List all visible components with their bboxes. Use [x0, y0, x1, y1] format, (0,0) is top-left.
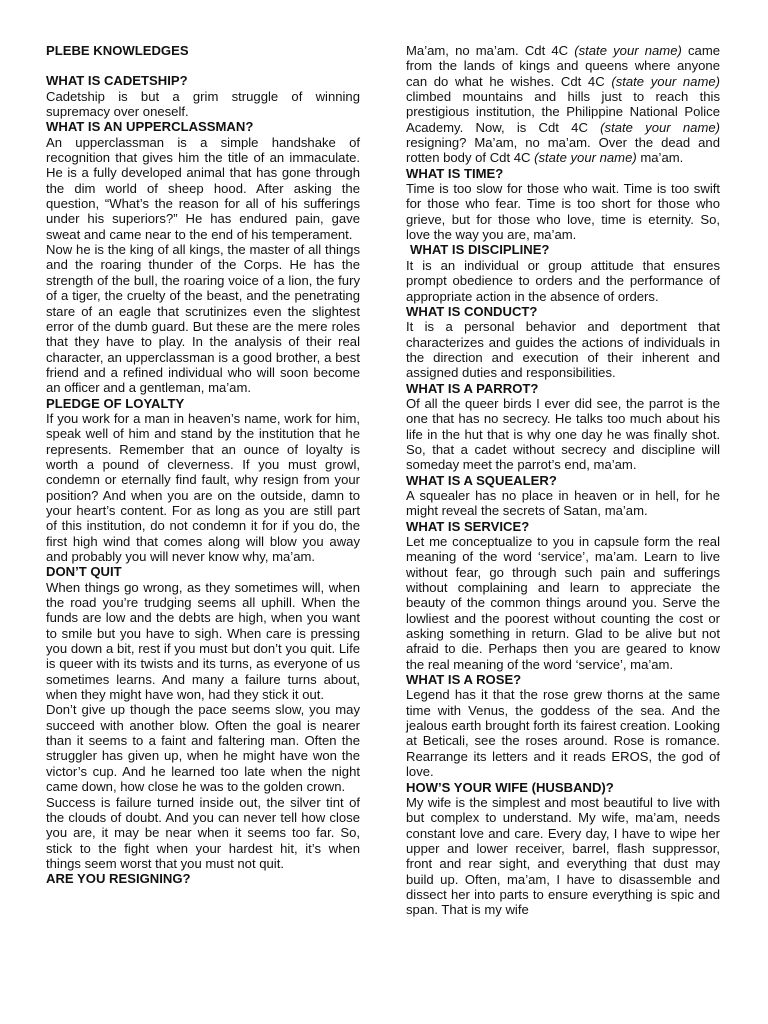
paragraph-hows-your-wife: My wife is the simplest and most beautiful to live with but complex to understand. My wife, ma’am, needs constant love and care. Every day, I have to wipe her upper and lower receiver, barrel, flash suppressor, front and rear sight, and everything that dust may build up. Often, ma’am, I have to disassemble and dissect her into parts to ensure everything is spic and span. That is my wife: [406, 794, 720, 918]
resigning-text-2: came from the lands of kings and queens where anyone can do what he wishes. Cdt 4C: [406, 43, 721, 89]
paragraph-dont-quit-1: When things go wrong, as they sometimes will, when the road you’re trudging seems all uphill. When the funds are low and the debts are high, when you want to smile but you have to sigh. When care is pressing you down a bit, rest if you must but don’t you quit. Life is queer with its twists and its turns, as everyone of us sometimes learns. And many a failure turns about, when they might have won, had they stick it out.: [46, 579, 360, 703]
paragraph-what-is-a-parrot: Of all the queer birds I ever did see, the parrot is the one that has no secrecy. He talks too much about his life in the hut that is why one day he was finally shot. So, that a cadet without secrecy and discipline will someday meet the parrot’s end, ma’am.: [406, 395, 720, 473]
paragraph-what-is-service: Let me conceptualize to you in capsule form the real meaning of the word ‘service’, ma’am. Learn to live without fear, go through such pain and sufferings without complaining and learn to appreciate the beauty of the common things around you. Serve the lowliest and the poorest without counting the cost or asking something in return. Glad to be alive but not afraid to die. Perhaps then you are geared to know the real meaning of the word ‘service’, ma’am.: [406, 534, 720, 672]
heading-hows-your-wife: HOW’S YOUR WIFE (HUSBAND)?: [406, 779, 614, 795]
paragraph-what-is-a-squealer: A squealer has no place in heaven or in hell, for he might reveal the secrets of Satan, ma’am.: [406, 487, 720, 519]
heading-what-is-conduct: WHAT IS CONDUCT?: [406, 303, 538, 319]
heading-dont-quit: DON’T QUIT: [46, 564, 122, 580]
heading-upperclassman: WHAT IS AN UPPERCLASSMAN?: [46, 119, 254, 135]
heading-what-is-a-rose: WHAT IS A ROSE?: [406, 672, 522, 688]
heading-pledge-of-loyalty: PLEDGE OF LOYALTY: [46, 395, 185, 411]
paragraph-dont-quit-2: Don’t give up though the pace seems slow, you may succeed with another blow. Often the goal is nearer than it seems to a faint and faltering man. Often the struggler has given up, when he might have won the victor’s cup. And he learned too late when the night came down, how close he was to the golden crown.: [46, 702, 360, 795]
right-column: [406, 43, 720, 918]
heading-what-is-service: WHAT IS SERVICE?: [406, 518, 530, 534]
heading-what-is-a-parrot: WHAT IS A PARROT?: [406, 380, 539, 396]
state-your-name-1: (state your name): [574, 43, 682, 58]
paragraph-what-is-discipline: It is an individual or group attitude that ensures prompt obedience to orders and the performance of appropriate action in the absence of orders.: [406, 257, 720, 304]
paragraph-are-you-resigning: [406, 43, 720, 166]
paragraph-pledge-of-loyalty: If you work for a man in heaven’s name, work for him, speak well of him and stand by the institution that he represents. Remember that an ounce of loyalty is worth a pound of cleverness. If you must growl, condemn or eternally find fault, why resign from your position? And when you are on the outside, damn to your heart’s content. For as long as you are still part of this institution, do not condemn it for if you do, the first high wind that comes along will blow you away and probably you will never know why, ma’am.: [46, 410, 360, 564]
title-spacer: [46, 58, 360, 73]
heading-cadetship: WHAT IS CADETSHIP?: [46, 73, 188, 89]
paragraph-what-is-a-rose: Legend has it that the rose grew thorns at the same time with Venus, the goddess of the sea. And the jealous earth brought forth its fairest creation. Looking at Beticali, see the roses around. Rose is romance. Rearrange its letters and it reads EROS, the god of love.: [406, 687, 720, 780]
paragraph-dont-quit-3: Success is failure turned inside out, the silver tint of the clouds of doubt. And you can never tell how close you are, it may be near when it seems too far. So, stick to the fight when your hardest hit, it’s when things seem worst that you must not quit.: [46, 794, 360, 871]
heading-are-you-resigning: ARE YOU RESIGNING?: [46, 871, 191, 887]
document-title: PLEBE KNOWLEDGES: [46, 43, 189, 58]
heading-what-is-discipline: WHAT IS DISCIPLINE?: [410, 242, 550, 258]
resigning-text-4: resigning? Ma’am, no ma’am. Over the dead and rotten body of Cdt 4C: [406, 135, 720, 166]
state-your-name-3: (state your name): [600, 119, 720, 135]
resigning-text-3: climbed mountains and hills just to reach this prestigious institution, the Philippine National Police Academy. Now, is Cdt 4C: [406, 89, 720, 135]
paragraph-upperclassman-1: An upperclassman is a simple handshake of recognition that gives him the title of an immaculate. He is a fully developed animal that has gone through the dim world of sheep hood. After asking the question, “What’s the reason for all of his sufferings under his superiors?” He has endured pain, gave sweat and came near to the end of his temperament.: [46, 134, 360, 242]
heading-what-is-a-squealer: WHAT IS A SQUEALER?: [406, 472, 557, 488]
resigning-text-1: Ma’am, no ma’am. Cdt 4C: [406, 43, 575, 58]
state-your-name-2: (state your name): [611, 73, 721, 89]
paragraph-what-is-conduct: It is a personal behavior and deportment that characterizes and guides the actions of individuals in the direction and execution of their inherent and assigned duties and responsibilities.: [406, 319, 720, 381]
state-your-name-4: (state your name): [534, 150, 637, 166]
paragraph-cadetship: Cadetship is but a grim struggle of winning supremacy over oneself.: [46, 88, 360, 120]
left-column: [46, 43, 360, 887]
paragraph-what-is-time: Time is too slow for those who wait. Time is too swift for those who fear. Time is too short for those who grieve, but for those who love, time is eternity. So, love the way you are, ma’am.: [406, 181, 720, 243]
resigning-text-5: ma’am.: [636, 150, 684, 166]
paragraph-upperclassman-2: Now he is the king of all kings, the master of all things and the roaring thunder of the Corps. He has the strength of the bull, the roaring voice of a lion, the fury of a tiger, the cruelty of the beast, and the penetrating stare of an eagle that scrutinizes even the slightest error of the dumb guard. But these are the mere roles that they have to play. In the analysis of their real character, an upperclassman is a good brother, a best friend and a refined individual who will soon become an officer and a gentleman, ma’am.: [46, 242, 360, 396]
heading-what-is-time: WHAT IS TIME?: [406, 165, 504, 181]
